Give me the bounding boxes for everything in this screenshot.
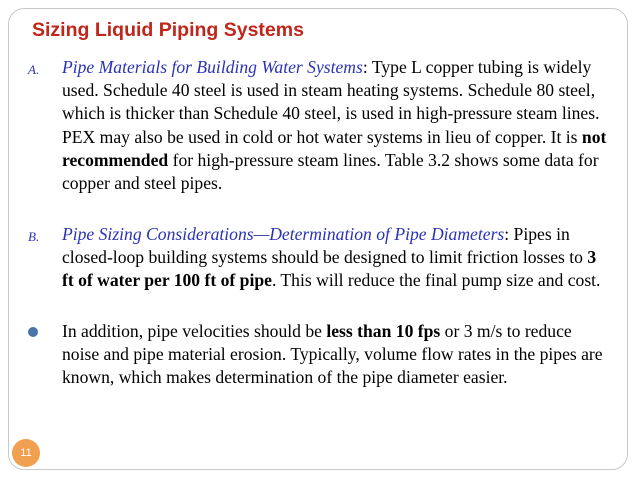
list-item-bullet — [28, 320, 608, 390]
page-number-badge: 11 — [12, 439, 40, 467]
list-item-a-text — [62, 56, 608, 195]
slide-title: Sizing Liquid Piping Systems — [32, 19, 304, 41]
list-item-bullet-text — [62, 320, 608, 390]
list-item-a-body-end: for high-pressure steam lines. Table 3.2 shows some data for copper and steel pipes. — [62, 149, 599, 194]
list-item-a-body: : Type L copper tubing is widely used. Schedule 40 steel is used in steam heating systems. Schedule 80 steel, which is thicker than Schedule 40 steel, is used in high-pressure steam lines. PEX may also be used in cold or hot water systems in lieu of copper. It is — [62, 57, 600, 147]
list-marker-a: A. — [28, 62, 40, 77]
bullet-icon — [28, 327, 38, 337]
list-item-bullet-body-end: or 3 m/s to reduce noise and pipe material erosion. Typically, volume flow rates in the pipes are known, which makes determination of the pipe diameter easier. — [62, 321, 603, 388]
list-item-b-heading: Pipe Sizing Considerations—Determination of Pipe Diameters — [62, 224, 505, 244]
list-item-b — [28, 223, 608, 293]
list-item-bullet-emphasis: less than 10 fps — [326, 321, 441, 341]
list-item-b-body: : Pipes in closed-loop building systems should be designed to limit friction losses to — [62, 224, 588, 268]
list-item-bullet-body: In addition, pipe velocities should be — [62, 321, 327, 341]
list-item-b-text — [62, 223, 608, 293]
list-item-a-emphasis: not recommended — [62, 126, 607, 170]
list-item-a-heading: Pipe Materials for Building Water Systems — [62, 57, 363, 77]
list-item-a — [28, 56, 608, 195]
list-item-b-emphasis: 3 ft of water per 100 ft of pipe — [62, 247, 597, 291]
list-marker-b: B. — [28, 229, 40, 244]
list-item-b-body-end: . This will reduce the final pump size and cost. — [271, 270, 601, 291]
